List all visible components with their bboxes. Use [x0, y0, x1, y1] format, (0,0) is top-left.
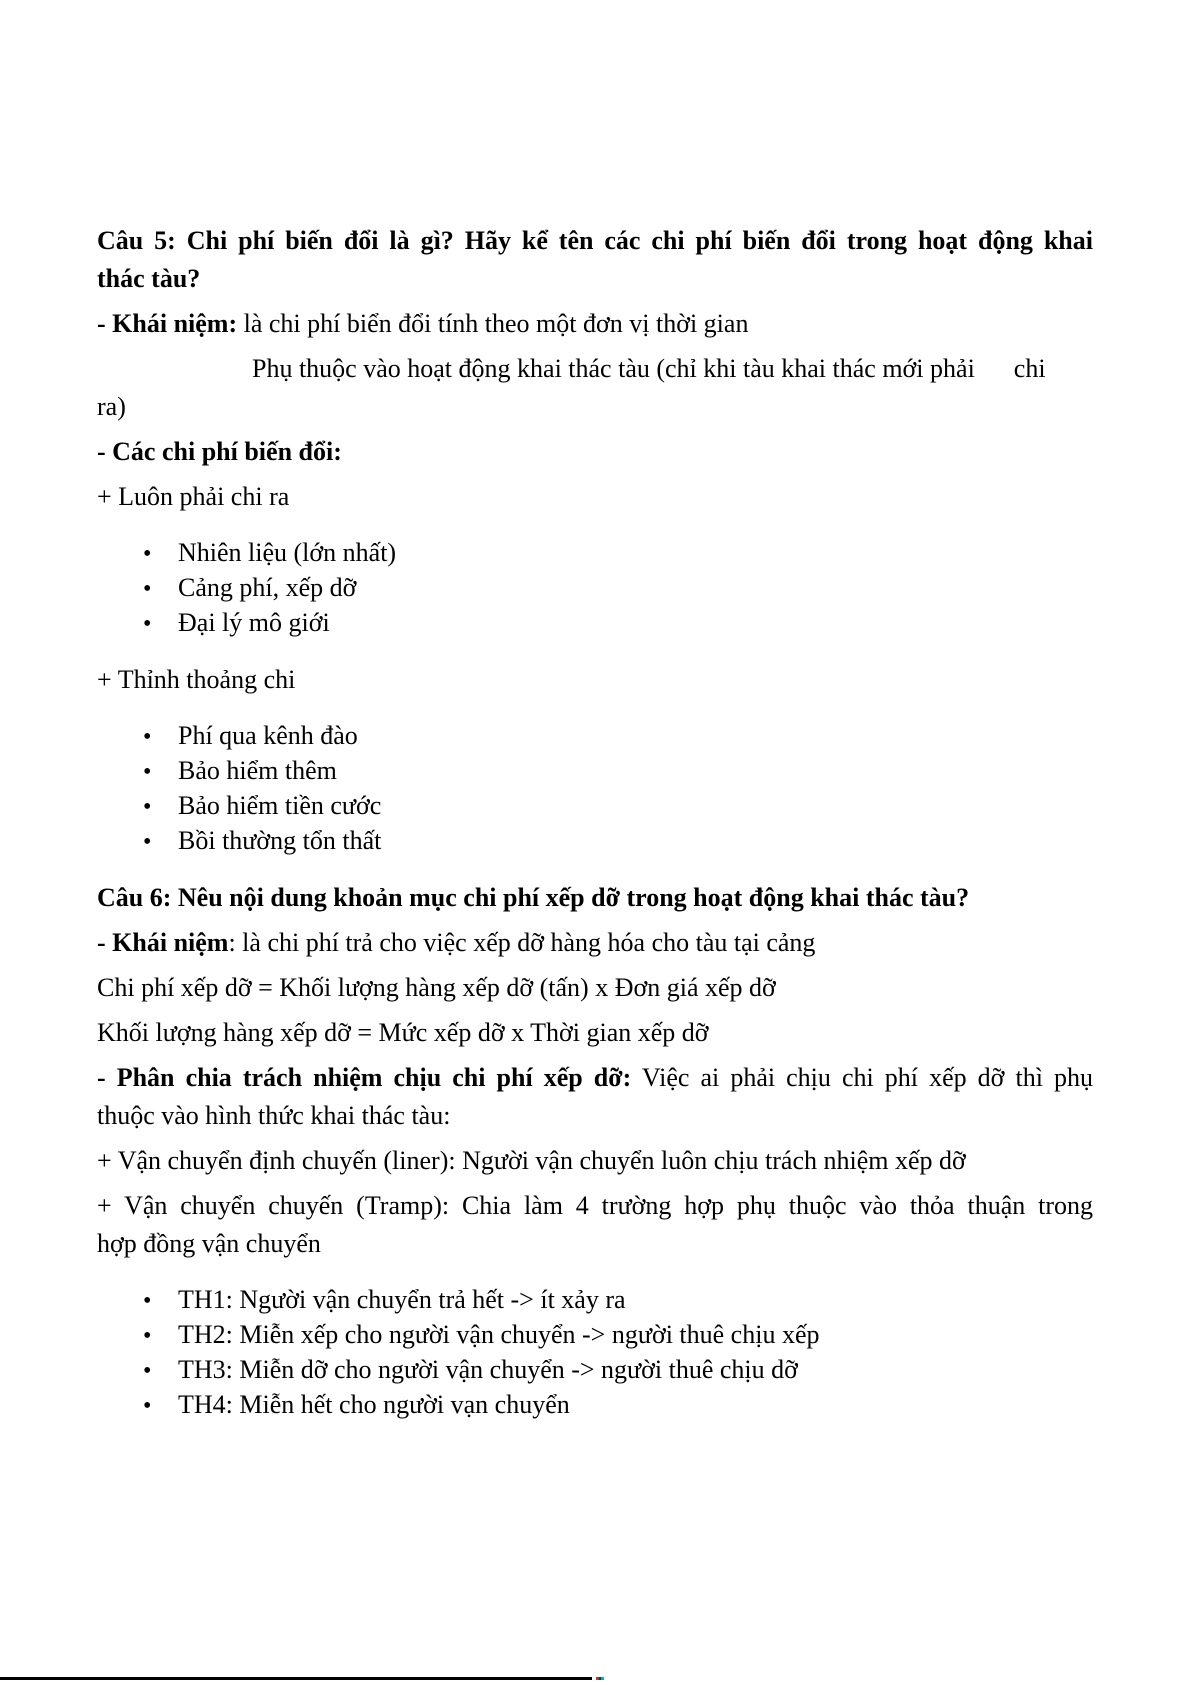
bullet-icon: • — [143, 1288, 152, 1314]
bullet-icon: • — [143, 724, 152, 750]
list-item-text: Bồi thường tổn thất — [178, 826, 382, 855]
bold-text: - Khái niệm: — [97, 309, 238, 338]
text: hợp đồng vận chuyển — [97, 1229, 321, 1258]
always-paid-list — [97, 536, 1093, 641]
text-line — [97, 1014, 1093, 1052]
text-line — [97, 924, 1093, 962]
bullet-icon: • — [143, 759, 152, 785]
list-item — [97, 719, 1093, 754]
text: Chi phí xếp dỡ = Khối lượng hàng xếp dỡ (tấn) x Đơn giá xếp dỡ — [97, 973, 776, 1002]
text: là chi phí biển đổi tính theo một đơn vị thời gian — [237, 309, 749, 338]
text: + Thỉnh thoảng chi — [97, 665, 296, 694]
text: + Vận chuyển chuyến (Tramp): Chia làm 4 trường hợp phụ thuộc vào thỏa thuận trong — [97, 1191, 1093, 1220]
list-item-text: Nhiên liệu (lớn nhất) — [178, 538, 397, 567]
text-line — [97, 222, 1093, 260]
text-line — [97, 350, 1093, 388]
list-item — [97, 1318, 1093, 1353]
text-line — [97, 388, 1093, 426]
bold-text: - Khái niệm — [97, 928, 229, 957]
text-line — [97, 260, 1093, 298]
list-item-text: TH3: Miễn dỡ cho người vận chuyển -> người thuê chịu dỡ — [178, 1355, 798, 1384]
question-6-heading — [97, 879, 1093, 917]
tramp-paragraph — [97, 1187, 1093, 1263]
bullet-icon: • — [143, 794, 152, 820]
page-break-rule — [0, 1677, 592, 1680]
variable-cost-definition-continued — [97, 350, 1093, 426]
text: ra) — [97, 392, 126, 421]
handling-cost-formula — [97, 969, 1093, 1007]
text: + Vận chuyển định chuyến (liner): Người vận chuyển luôn chịu trách nhiệm xếp dỡ — [97, 1146, 966, 1175]
bold-text: Câu 5: Chi phí biến đổi là gì? Hãy kể tên các chi phí biến đổi trong hoạt động khai — [97, 226, 1093, 255]
bullet-icon: • — [143, 541, 152, 567]
bullet-icon: • — [143, 1323, 152, 1349]
bullet-icon: • — [143, 1358, 152, 1384]
bullet-icon: • — [143, 611, 152, 637]
text: + Luôn phải chi ra — [97, 482, 290, 511]
text-line — [97, 661, 1093, 699]
list-item-text: TH1: Người vận chuyển trả hết -> ít xảy ra — [178, 1285, 626, 1314]
bold-text: - Các chi phí biến đổi: — [97, 437, 342, 466]
cargo-volume-formula — [97, 1014, 1093, 1052]
list-item-text: Bảo hiểm tiền cước — [178, 791, 382, 820]
text-line — [97, 1187, 1093, 1225]
text-line — [97, 433, 1093, 471]
liner-paragraph — [97, 1142, 1093, 1180]
list-item — [97, 606, 1093, 641]
bullet-icon: • — [143, 1393, 152, 1419]
list-item — [97, 789, 1093, 824]
variable-cost-definition — [97, 305, 1093, 343]
list-item — [97, 824, 1093, 859]
list-item — [97, 1353, 1093, 1388]
text: thuộc vào hình thức khai thác tàu: — [97, 1101, 451, 1130]
bold-text: - Phân chia trách nhiệm chịu chi phí xếp dỡ: — [97, 1063, 632, 1092]
occasional-paid-list — [97, 719, 1093, 859]
list-item — [97, 571, 1093, 606]
text-line — [97, 1142, 1093, 1180]
bold-text: thác tàu? — [97, 264, 201, 293]
document-content — [97, 222, 1093, 1443]
list-item — [97, 536, 1093, 571]
list-item-text: TH2: Miễn xếp cho người vận chuyển -> người thuê chịu xếp — [178, 1320, 820, 1349]
text-line — [97, 969, 1093, 1007]
tramp-cases-list — [97, 1283, 1093, 1423]
list-item-text: Đại lý mô giới — [178, 608, 330, 637]
text-line — [97, 879, 1093, 917]
text: : là chi phí trả cho việc xếp dỡ hàng hóa cho tàu tại cảng — [228, 928, 816, 957]
occasional-paid-label — [97, 661, 1093, 699]
handling-cost-definition — [97, 924, 1093, 962]
text-line — [97, 478, 1093, 516]
list-item — [97, 1388, 1093, 1423]
list-item — [97, 754, 1093, 789]
list-item-text: Bảo hiểm thêm — [178, 756, 337, 785]
list-item-text: TH4: Miễn hết cho người vạn chuyển — [178, 1390, 570, 1419]
list-item-text: Phí qua kênh đào — [178, 721, 358, 750]
always-paid-label — [97, 478, 1093, 516]
text: Phụ thuộc vào hoạt động khai thác tàu (chỉ khi tàu khai thác mới phải chi — [252, 354, 1046, 383]
bullet-icon: • — [143, 829, 152, 855]
bullet-icon: • — [143, 576, 152, 602]
list-item — [97, 1283, 1093, 1318]
text: Khối lượng hàng xếp dỡ = Mức xếp dỡ x Thời gian xếp dỡ — [97, 1018, 709, 1047]
responsibility-paragraph — [97, 1059, 1093, 1135]
text-line — [97, 1097, 1093, 1135]
text: Việc ai phải chịu chi phí xếp dỡ thì phụ — [631, 1063, 1093, 1092]
variable-costs-label — [97, 433, 1093, 471]
text-line — [97, 305, 1093, 343]
question-5-heading — [97, 222, 1093, 298]
bold-text: Câu 6: Nêu nội dung khoản mục chi phí xếp dỡ trong hoạt động khai thác tàu? — [97, 883, 970, 912]
page-break-mark — [596, 1677, 604, 1680]
text-line — [97, 1225, 1093, 1263]
text-line — [97, 1059, 1093, 1097]
list-item-text: Cảng phí, xếp dỡ — [178, 573, 357, 602]
